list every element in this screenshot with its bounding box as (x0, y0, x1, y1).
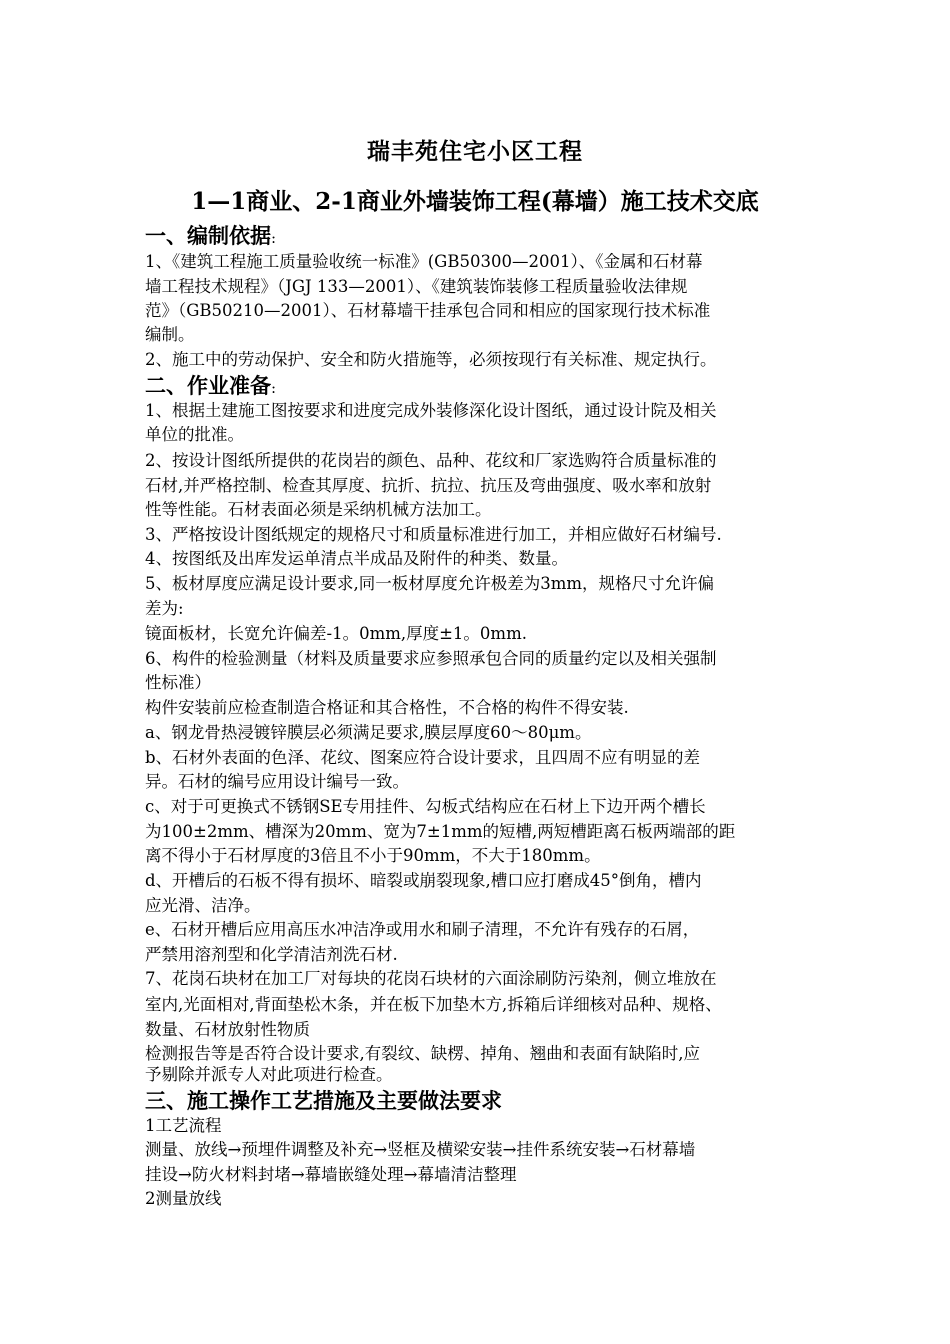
paragraph-line: 挂设→防火材料封堵→幕墙嵌缝处理→幕墙清洁整理 (145, 1165, 517, 1184)
paragraph-line: 性标准） (145, 673, 211, 692)
paragraph-line: 墙工程技术规程》（JGJ 133—2001）、《建筑装饰装修工程质量验收法律规 (145, 277, 688, 296)
paragraph-line: 石材,并严格控制、检查其厚度、抗折、抗拉、抗压及弯曲强度、吸水率和放射 (145, 476, 712, 495)
paragraph-line: 构件安装前应检查制造合格证和其合格性，不合格的构件不得安装. (145, 698, 629, 717)
section-heading-2: 二、作业准备: (145, 373, 277, 398)
paragraph-line: 数量、石材放射性物质 (145, 1020, 310, 1039)
paragraph-line: 3、严格按设计图纸规定的规格尺寸和质量标准进行加工，并相应做好石材编号. (145, 525, 722, 544)
paragraph-line: b、石材外表面的色泽、花纹、图案应符合设计要求，且四周不应有明显的差 (145, 748, 701, 767)
paragraph-line: 编制。 (145, 325, 195, 344)
paragraph-line: 1工艺流程 (145, 1116, 222, 1135)
section-heading-1: 一、编制依据: (145, 223, 277, 248)
paragraph-line: 单位的批准。 (145, 425, 244, 444)
paragraph-line: 异。石材的编号应用设计编号一致。 (145, 772, 409, 791)
paragraph-line: 2、施工中的劳动保护、安全和防火措施等，必须按现行有关标准、规定执行。 (145, 350, 717, 369)
paragraph-line: 5、板材厚度应满足设计要求,同一板材厚度允许极差为3mm，规格尺寸允许偏 (145, 574, 715, 593)
paragraph-line: 差为: (145, 599, 184, 618)
paragraph-line: 2测量放线 (145, 1189, 222, 1208)
paragraph-line: d、开槽后的石板不得有损坏、暗裂或崩裂现象,槽口应打磨成45°倒角，槽内 (145, 871, 702, 890)
paragraph-line: 6、构件的检验测量（材料及质量要求应参照承包合同的质量约定以及相关强制 (145, 649, 717, 668)
paragraph-line: 4、按图纸及出库发运单清点半成品及附件的种类、数量。 (145, 549, 568, 568)
paragraph-line: 应光滑、洁净。 (145, 896, 261, 915)
paragraph-line: 1、《建筑工程施工质量验收统一标准》(GB50300—2001）、《金属和石材幕 (145, 252, 703, 271)
section-heading-3: 三、施工操作工艺措施及主要做法要求 (145, 1088, 502, 1113)
paragraph-line: 为100±2mm、槽深为20mm、宽为7±1mm的短槽,两短槽距离石板两端部的距 (145, 822, 736, 841)
paragraph-line: 室内,光面相对,背面垫松木条，并在板下加垫木方,拆箱后详细核对品种、规格、 (145, 995, 722, 1014)
paragraph-line: 2、按设计图纸所提供的花岗岩的颜色、品种、花纹和厂家选购符合质量标准的 (145, 451, 717, 470)
paragraph-line: 测量、放线→预埋件调整及补充→竖框及横梁安装→挂件系统安装→石材幕墙 (145, 1140, 696, 1159)
paragraph-line: 予剔除并派专人对此项进行检查。 (145, 1065, 393, 1084)
paragraph-line: 7、花岗石块材在加工厂对每块的花岗石块材的六面涂刷防污染剂，侧立堆放在 (145, 969, 717, 988)
paragraph-line: e、石材开槽后应用高压水冲洁净或用水和刷子清理，不允许有残存的石屑， (145, 920, 700, 939)
document-subtitle: 1—1商业、2-1商业外墙装饰工程(幕墙）施工技术交底 (191, 188, 759, 215)
paragraph-line: 检测报告等是否符合设计要求,有裂纹、缺楞、掉角、翘曲和表面有缺陷时,应 (145, 1044, 700, 1063)
paragraph-line: 范》（GB50210—2001）、石材幕墙干挂承包合同和相应的国家现行技术标准 (145, 301, 711, 320)
paragraph-line: a、钢龙骨热浸镀锌膜层必须满足要求,膜层厚度60～80μm。 (145, 723, 592, 742)
paragraph-line: 离不得小于石材厚度的3倍且不小于90mm，不大于180mm。 (145, 846, 601, 865)
paragraph-line: 性等性能。石材表面必须是采纳机械方法加工。 (145, 500, 492, 519)
paragraph-line: 1、根据土建施工图按要求和进度完成外装修深化设计图纸，通过设计院及相关 (145, 401, 717, 420)
paragraph-line: c、对于可更换式不锈钢SE专用挂件、勾板式结构应在石材上下边开两个槽长 (145, 797, 706, 816)
paragraph-line: 镜面板材，长宽允许偏差-1。0mm,厚度±1。0mm. (145, 624, 527, 643)
document-title: 瑞丰苑住宅小区工程 (367, 138, 583, 165)
paragraph-line: 严禁用溶剂型和化学清洁剂洗石材. (145, 945, 398, 964)
